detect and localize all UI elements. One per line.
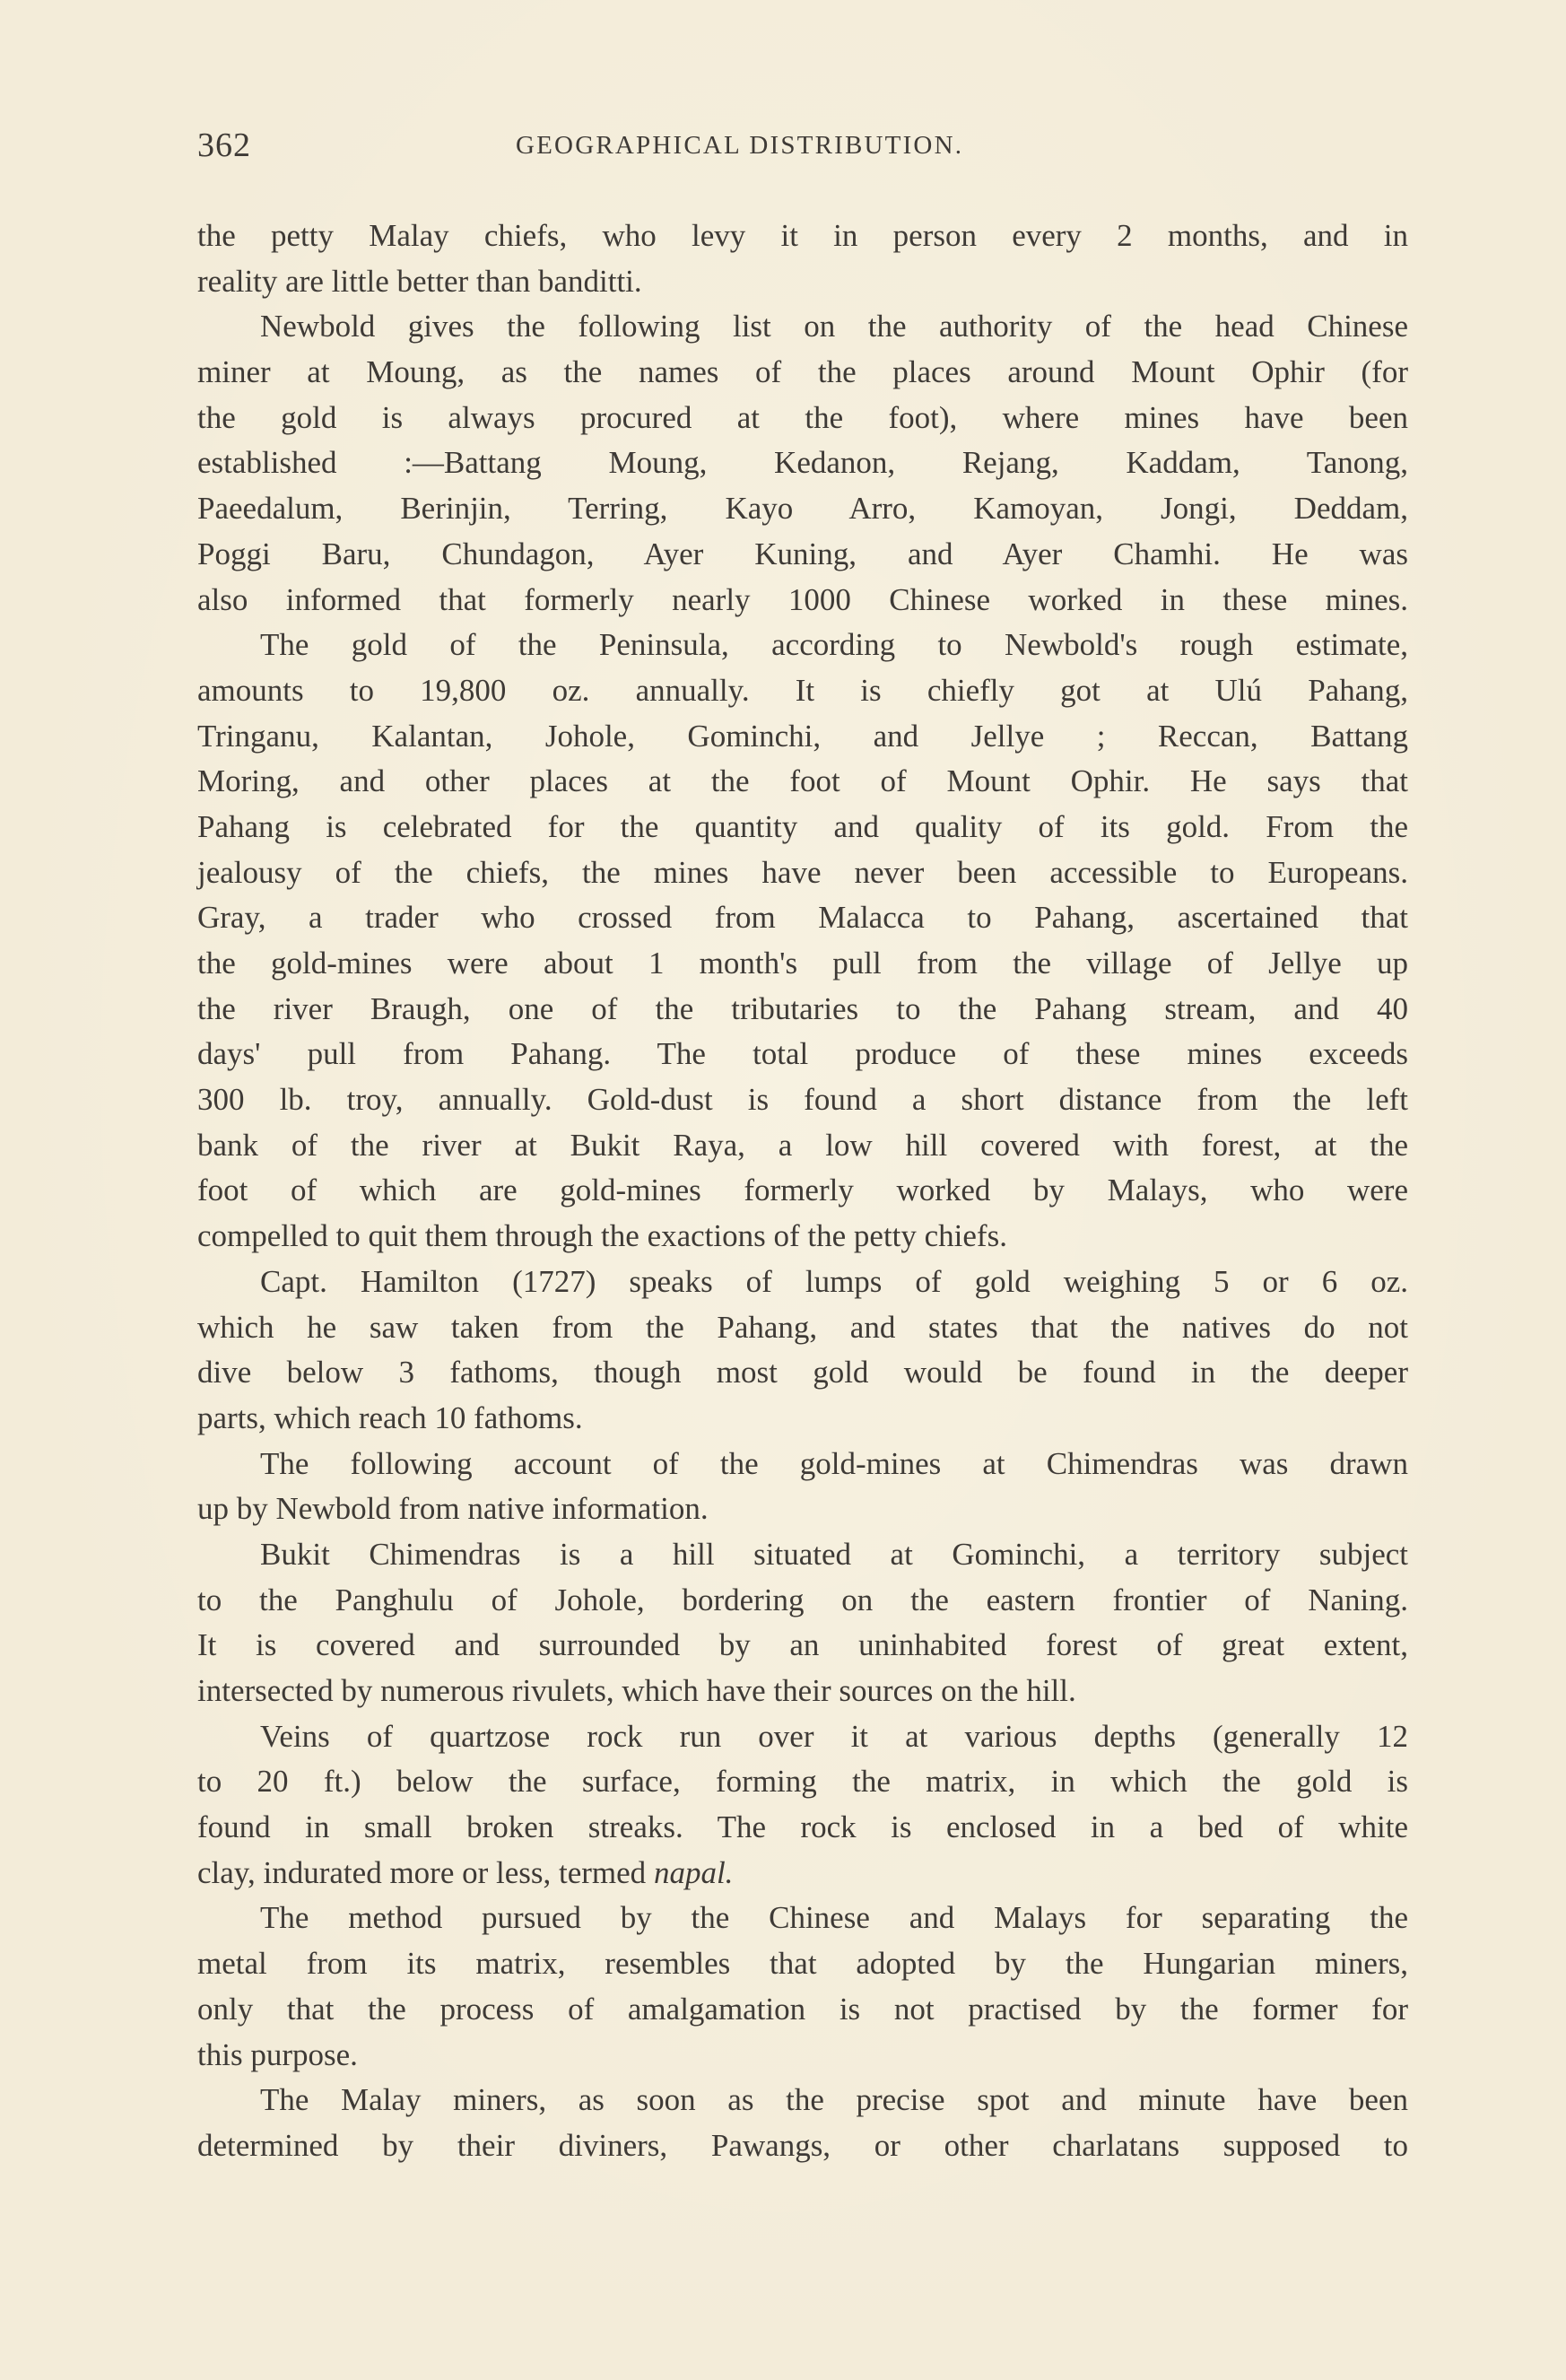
text-line: Moring, and other places at the foot of Mount Ophir. He says that	[197, 763, 1408, 799]
text-line: metal from its matrix, resembles that adopted by the Hungarian miners,	[197, 1946, 1408, 1982]
paragraph-start-line: Capt. Hamilton (1727) speaks of lumps of gold weighing 5 or 6 oz.	[260, 1263, 1408, 1299]
paragraph-start-line: The Malay miners, as soon as the precise spot and minute have been	[260, 2082, 1408, 2118]
text-line: to the Panghulu of Johole, bordering on the eastern frontier of Naning.	[197, 1582, 1408, 1617]
text-line: this purpose.	[197, 2036, 358, 2072]
text-line: days' pull from Pahang. The total produce of these mines exceeds	[197, 1036, 1408, 1072]
text-line: Tringanu, Kalantan, Johole, Gominchi, and Jellye ; Reccan, Battang	[197, 718, 1408, 754]
text-line: foot of which are gold-mines formerly worked by Malays, who were	[197, 1173, 1408, 1208]
text-line: the river Braugh, one of the tributaries to the Pahang stream, and 40	[197, 990, 1408, 1026]
text-line: which he saw taken from the Pahang, and states that the natives do not	[197, 1309, 1408, 1345]
page-number: 362	[197, 126, 251, 164]
text-line: Poggi Baru, Chundagon, Ayer Kuning, and Ayer Chamhi. He was	[197, 536, 1408, 571]
body-text	[197, 214, 1408, 2169]
text-line: Paeedalum, Berinjin, Terring, Kayo Arro, Kamoyan, Jongi, Deddam,	[197, 491, 1408, 527]
paragraph-start-line: Newbold gives the following list on the authority of the head Chinese	[260, 309, 1408, 344]
text-segment: clay, indurated more or less, termed	[197, 1854, 654, 1890]
paragraph-start-line: Bukit Chimendras is a hill situated at Gominchi, a territory subject	[260, 1536, 1408, 1572]
text-line: 300 lb. troy, annually. Gold-dust is found a short distance from the left	[197, 1082, 1408, 1118]
paragraph-start-line: The gold of the Peninsula, according to Newbold's rough estimate,	[260, 627, 1408, 663]
text-line: jealousy of the chiefs, the mines have never been accessible to Europeans.	[197, 854, 1408, 890]
text-line: reality are little better than banditti.	[197, 263, 642, 299]
text-line: Gray, a trader who crossed from Malacca to Pahang, ascertained that	[197, 900, 1408, 936]
text-line: also informed that formerly nearly 1000 Chinese worked in these mines.	[197, 581, 1408, 617]
text-line: determined by their diviners, Pawangs, or other charlatans supposed to	[197, 2127, 1408, 2163]
text-line: bank of the river at Bukit Raya, a low hill covered with forest, at the	[197, 1127, 1408, 1163]
text-line: Pahang is celebrated for the quantity and quality of its gold. From the	[197, 808, 1408, 844]
text-line: dive below 3 fathoms, though most gold would be found in the deeper	[197, 1355, 1408, 1391]
text-line: found in small broken streaks. The rock is enclosed in a bed of white	[197, 1809, 1408, 1845]
text-line: intersected by numerous rivulets, which have their sources on the hill.	[197, 1673, 1076, 1708]
text-line: up by Newbold from native information.	[197, 1491, 709, 1527]
text-line: established :—Battang Moung, Kedanon, Rejang, Kaddam, Tanong,	[197, 445, 1408, 481]
text-line: miner at Moung, as the names of the places around Mount Ophir (for	[197, 354, 1408, 390]
text-line: parts, which reach 10 fathoms.	[197, 1399, 583, 1435]
italic-term: napal.	[653, 1854, 734, 1890]
text-line: amounts to 19,800 oz. annually. It is chiefly got at Ulú Pahang,	[197, 672, 1408, 708]
paragraph-start-line: Veins of quartzose rock run over it at various depths (generally 12	[260, 1718, 1408, 1754]
text-line: compelled to quit them through the exactions of the petty chiefs.	[197, 1218, 1007, 1254]
paragraph-start-line: The following account of the gold-mines at Chimendras was drawn	[260, 1445, 1408, 1481]
text-line: to 20 ft.) below the surface, forming the matrix, in which the gold is	[197, 1764, 1408, 1800]
text-line-with-italic	[197, 1851, 1408, 1896]
running-head: GEOGRAPHICAL DISTRIBUTION.	[516, 131, 964, 160]
text-line: the petty Malay chiefs, who levy it in person every 2 months, and in	[197, 218, 1408, 253]
text-line: the gold-mines were about 1 month's pull from the village of Jellye up	[197, 946, 1408, 981]
text-line: only that the process of amalgamation is not practised by the former for	[197, 1991, 1408, 2027]
text-line: It is covered and surrounded by an uninhabited forest of great extent,	[197, 1627, 1408, 1663]
paragraph-start-line: The method pursued by the Chinese and Malays for separating the	[260, 1900, 1408, 1936]
page-header	[197, 126, 1058, 179]
text-line: the gold is always procured at the foot), where mines have been	[197, 399, 1408, 435]
